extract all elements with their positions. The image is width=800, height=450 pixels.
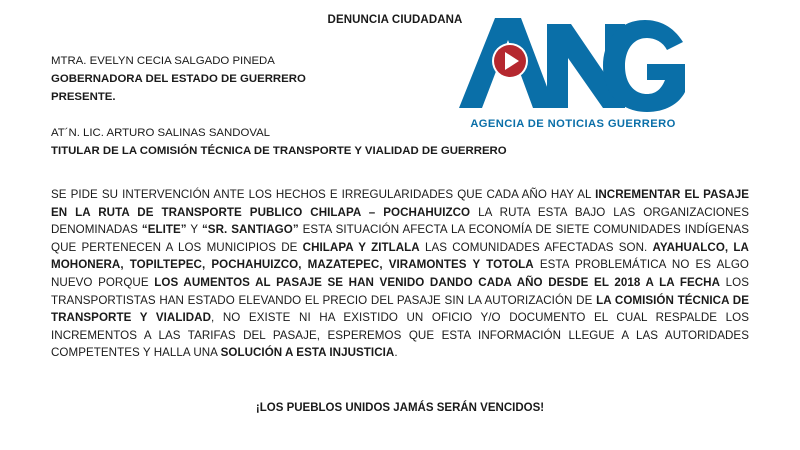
document-title: DENUNCIA CIUDADANA bbox=[327, 14, 463, 26]
attention-position: TITULAR DE LA COMISIÓN TÉCNICA DE TRANSPORTE Y VIALIDAD DE GUERRERO bbox=[51, 145, 507, 157]
body-emphasis: “SR. SANTIAGO” bbox=[201, 223, 299, 237]
body-text-run: . bbox=[394, 346, 398, 360]
body-emphasis: SOLUCIÓN A ESTA INJUSTICIA bbox=[220, 346, 395, 360]
addressee-name: MTRA. EVELYN CECIA SALGADO PINEDA bbox=[51, 55, 275, 67]
body-text-run: SE PIDE SU INTERVENCIÓN ANTE LOS HECHOS E IRREGULARIDADES QUE CADA AÑO HAY AL bbox=[51, 188, 596, 201]
closing-slogan: ¡LOS PUEBLOS UNIDOS JAMÁS SERÁN VENCIDOS! bbox=[255, 402, 545, 414]
body-emphasis: AYAHUALCO, LA MOHONERA, TOPILTEPEC, POCHAHUIZCO, MAZATEPEC, VIRAMONTES Y TOTOLA bbox=[51, 240, 749, 272]
complaint-body bbox=[51, 186, 749, 362]
body-text-run: , NO EXISTE NI HA EXISTIDO UN OFICIO Y/O DOCUMENTO EL CUAL RESPALDE LOS INCREMENTOS A LAS TARIFAS DEL PASAJE, ESPEREMOS QUE ESTA INFORMACIÓN LLEGUE A LAS AUTORIDADES COMPETENTES Y HALLA UNA bbox=[51, 311, 749, 360]
body-emphasis: LA COMISIÓN TÉCNICA DE TRANSPORTE Y VIALIDAD bbox=[51, 293, 749, 325]
addressee-position: GOBERNADORA DEL ESTADO DE GUERRERO bbox=[51, 73, 306, 85]
body-text-run: ESTA PROBLEMÁTICA NO ES ALGO NUEVO PORQUE bbox=[51, 258, 750, 289]
body-emphasis: CHILAPA Y ZITLALA bbox=[302, 240, 420, 254]
body-text-run: LOS TRANSPORTISTAS HAN ESTADO ELEVANDO EL PRECIO DEL PASAJE SIN LA AUTORIZACIÓN DE bbox=[51, 275, 749, 307]
body-text-run: Y bbox=[186, 223, 202, 237]
body-text-run: LAS COMUNIDADES AFECTADAS SON. bbox=[419, 240, 653, 254]
body-emphasis: LOS AUMENTOS AL PASAJE SE HAN VENIDO DANDO CADA AÑO DESDE EL 2018 A LA FECHA bbox=[154, 275, 721, 289]
body-emphasis: “ELITE” bbox=[141, 223, 187, 237]
logo-tagline: AGENCIA DE NOTICIAS GUERRERO bbox=[470, 118, 676, 130]
body-text-run: LA RUTA ESTA BAJO LAS ORGANIZACIONES DENOMINADAS bbox=[51, 205, 749, 237]
play-icon bbox=[492, 43, 528, 79]
body-emphasis: INCREMENTAR EL PASAJE EN LA RUTA DE TRANSPORTE PUBLICO CHILAPA – POCHAHUIZCO bbox=[51, 188, 749, 219]
attention-name: AT´N. LIC. ARTURO SALINAS SANDOVAL bbox=[51, 127, 271, 139]
addressee-greeting: PRESENTE. bbox=[51, 91, 116, 103]
body-text-run: ESTA SITUACIÓN AFECTA LA ECONOMÍA DE SIETE COMUNIDADES INDÍGENAS QUE PERTENECEN A LOS MUNICIPIOS DE bbox=[51, 223, 750, 254]
